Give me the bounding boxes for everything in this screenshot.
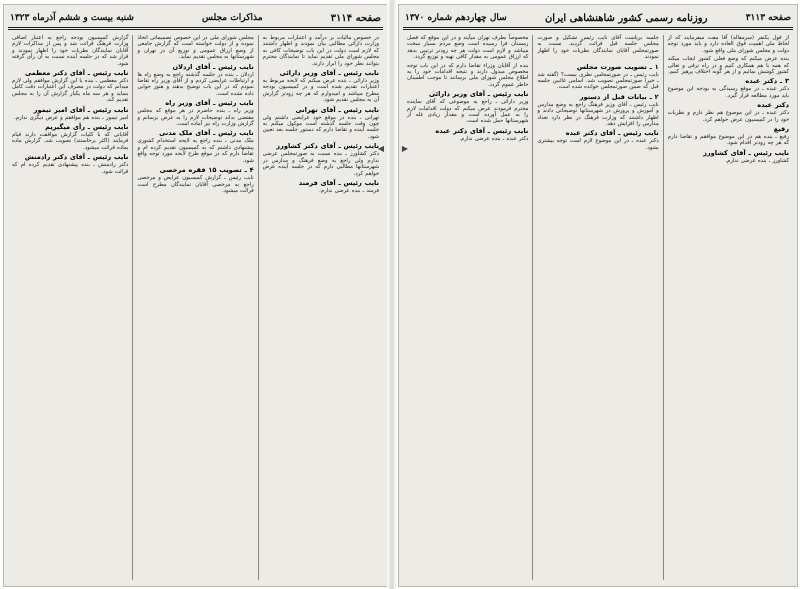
- page-number: صفحه ۳۱۱۳: [745, 13, 791, 23]
- paragraph: نایب رئیس ـ گزارش کمیسیون عرایض و مرخصی راجع به مرخصی آقایان نمایندگان مطرح است قرائت میشود.: [137, 175, 254, 194]
- paragraph: نایب رئیس ـ در صورتمجلس نظری نیست؟ (گفته شد ـ خیر) صورتمجلس تصویب شد. اسامی غائبین جلسه قبل که ضمن صورتمجلس خوانده شده است.: [537, 71, 659, 91]
- paragraph: رفیع ـ بنده هم در این موضوع موافقم و تقاضا دارم که هر چه زودتر اقدام شود.: [667, 134, 789, 147]
- speaker-heading: نایب رئیس ـ آقای اردلان: [172, 62, 254, 71]
- speaker-heading: نایب رئیس ـ آقای دکتر عبده: [565, 129, 659, 138]
- left-column-2: [132, 35, 257, 580]
- paragraph: دکتر عبده ـ در موقع رسیدگی به بودجه این موضوع باید مورد مطالعه قرار گیرد.: [667, 86, 789, 99]
- speaker-heading: نایب رئیس ـ آقای دکتر عبده: [435, 126, 529, 135]
- header-rule: [403, 27, 793, 28]
- paragraph: بنده از آقایان وزراء تقاضا دارم که در این باب توجه مخصوص مبذول دارند و نتیجه اقدامات خود را به اطلاع مجلس شورای ملی برسانند تا موجب اطمینان خاطر عموم گردد.: [407, 62, 529, 88]
- paragraph: دکتر کشاورز ـ بنده نسبت به صورتمجلس عرضی ندارم ولی راجع به وضع فرهنگ و مدارس در شهرستانها مطالبی دارم که در جلسه آینده عرض خواهم کرد.: [262, 151, 379, 177]
- speaker-heading: نایب رئیس ـ رأی میگیریم: [45, 123, 129, 132]
- page-gutter: [387, 0, 397, 589]
- paragraph: کشاورز ـ بنده عرضی ندارم.: [725, 157, 789, 164]
- paragraph: وزیر دارائی ـ راجع به موضوعی که آقای نماینده محترم فرمودند عرض میکنم که دولت اقدامات لازم را به عمل آورده است و مقدار زیادی غله از شهرستانها حمل شده است.: [407, 99, 529, 125]
- left-page-columns: [8, 35, 383, 580]
- speaker-heading: ۲ ـ بیانات قبل از دستور: [579, 92, 659, 101]
- section-title: مذاکرات مجلس: [202, 13, 263, 23]
- speaker-heading: نایب رئیس ـ آقای دکتر رادمنش: [24, 153, 129, 162]
- left-column-3: [8, 35, 132, 580]
- paragraph: آقایانی که با کلیات گزارش موافقت دارند قیام فرمایند (اکثر برخاستند) تصویب شد. گزارش ماده بماده قرائت میشود.: [12, 132, 129, 151]
- speaker-heading: نایب رئیس ـ آقای کشاورز: [703, 148, 789, 157]
- speaker-heading: ۱ ـ تصویب صورت مجلس: [576, 62, 659, 71]
- issue-date: سال چهاردهم شماره ۱۳۷۰: [405, 13, 507, 23]
- paragraph: فرمند ـ بنده عرضی ندارم.: [319, 187, 379, 194]
- paragraph: نایب رئیس ـ آقای وزیر فرهنگ راجع به وضع مدارس و آموزش و پرورش در شهرستانها توضیحاتی دادند و اظهار داشتند که وزارت فرهنگ در نظر دارد تعداد مدارس را افزایش دهد.: [537, 101, 659, 128]
- issue-date: شنبه بیست و ششم آذرماه ۱۳۲۳: [10, 13, 134, 23]
- binding-arrow-icon: ▶: [401, 144, 409, 153]
- left-page-header: [10, 9, 381, 27]
- paragraph: در خصوص مالیات بر درآمد و اعتبارات مربوط به وزارت دارائی مطالبی بیان نمودند و اظهار داشتند که لازم است دولت در این باب توضیحات کافی به مجلس شورای ملی تقدیم نماید تا نمایندگان محترم بتوانند نظر خود را ابراز دارند.: [262, 35, 379, 67]
- paragraph: از قول یکنفر (سرمقاله) آقا مفت میفرمایند که از لحاظ ملی اهمیت فوق العاده دارد و باید مورد توجه دولت و مجلس شورای ملی واقع شود.: [667, 35, 789, 54]
- paragraph: گزارش کمیسیون بودجه راجع به اعتبار اضافی وزارت فرهنگ قرائت شد و پس از مذاکرات لازم آقایان نمایندگان نظریات خود را اظهار نمودند و قرار شد که در جلسه آینده نسبت به آن رأی گرفته شود.: [12, 35, 129, 67]
- speaker-heading: ۴ ـ تصویب ۱۵ فقره مرخصی: [159, 166, 254, 175]
- paragraph: مجلس شورای ملی در این خصوص تصمیماتی اتخاذ نموده و از دولت خواسته است که گزارش جامعی از وضع ارزاق عمومی و توزیع آن در تهران و شهرستانها به مجلس تقدیم نماید.: [137, 35, 254, 61]
- newspaper-title: روزنامه رسمی کشور شاهنشاهی ایران: [544, 12, 708, 24]
- paragraph: جلسه بریاست آقای نایب رئیس تشکیل و صورت مجلس جلسه قبل قرائت گردید. نسبت به صورتمجلس آقایان نمایندگان نظریات خود را اظهار نمودند.: [537, 35, 659, 61]
- paragraph: اردلان ـ بنده در جلسه گذشته راجع به وضع راه ها و ارتباطات عرایضی کردم و از آقای وزیر راه تقاضا نمودم که در این باب توضیح بدهند و هنوز جوابی داده نشده است.: [137, 71, 254, 97]
- paragraph: بنده عرض میکنم که وضع فعلی کشور ایجاب میکند که همه با هم همکاری کنیم و در راه ترقی و تعالی کشور کوشش نمائیم و از هر گونه اختلاف پرهیز کنیم.: [667, 56, 789, 76]
- paragraph: دکتر معظمی ـ بنده با این گزارش موافقم ولی لازم میدانم که دولت در مصرف این اعتبارات دقت کامل بنماید و هر سه ماه یکبار گزارش آن را به مجلس تقدیم کند.: [12, 78, 129, 104]
- left-page: [3, 4, 388, 587]
- speaker-heading: ۳ ـ دکتر عبده: [745, 77, 789, 86]
- speaker-heading: نایب رئیس ـ آقای دکتر کشاورز: [276, 142, 379, 151]
- speaker-heading: نایب رئیس ـ آقای وزیر دارائی: [279, 69, 379, 78]
- speaker-heading: نایب رئیس ـ آقای ملک مدنی: [159, 129, 254, 138]
- page-number: صفحه ۳۱۱۴: [330, 12, 381, 24]
- paragraph: مخصوصاً بطرف تهران میآیند و در این موقع که فصل زمستان فرا رسیده است وضع مردم بسیار سخت میباشد و لازم است دولت هر چه زودتر ترتیبی بدهد که ارزاق عمومی به مقدار کافی تهیه و توزیع گردد.: [407, 35, 529, 61]
- speaker-heading: نایب رئیس ـ آقای دکتر معظمی: [24, 69, 129, 78]
- binding-arrow-icon: ◀: [377, 144, 385, 153]
- paragraph: ملک مدنی ـ بنده راجع به لایحه استخدام کشوری پیشنهادی داشتم که به کمیسیون تقدیم کرده ام و تقاضا دارم که در موقع طرح لایحه مورد توجه واقع شود.: [137, 138, 254, 164]
- right-column-3: [403, 35, 532, 580]
- paragraph: وزیر راه ـ بنده حاضرم در هر موقع که مجلس مقتضی بداند توضیحات لازم را به عرض برسانم و گزارش وزارت راه نیز آماده است.: [137, 108, 254, 128]
- speaker-heading: نایب رئیس ـ آقای وزیر دارائی: [429, 90, 529, 99]
- paragraph: امیر تیمور ـ بنده هم موافقم و عرض دیگری ندارم.: [14, 114, 129, 121]
- speaker-heading: نایب رئیس ـ آقای وزیر راه: [165, 99, 254, 108]
- paragraph: دکتر عبده ـ در این موضوع هم نظر دارم و نظریات خود را در کمیسیون عرض خواهم کرد.: [667, 110, 789, 123]
- paragraph: دکتر رادمنش ـ بنده پیشنهادی تقدیم کرده ام که قرائت شود.: [12, 162, 129, 175]
- right-column-1: [663, 35, 793, 580]
- right-page-columns: [403, 35, 793, 580]
- speaker-heading: نایب رئیس ـ آقای امیر تیمور: [33, 105, 129, 114]
- speaker-heading: رفیع: [773, 125, 789, 134]
- right-column-2: [532, 35, 662, 580]
- paragraph: دکتر عبده ـ بنده عرضی ندارم.: [459, 135, 529, 142]
- speaker-heading: نایب رئیس ـ آقای تهرانی: [295, 105, 379, 114]
- speaker-heading: نایب رئیس ـ آقای فرمند: [298, 178, 379, 187]
- paragraph: تهرانی ـ بنده در موقع خود عرایضی داشتم ولی چون وقت جلسه گذشته است موکول میکنم به جلسه آینده و تقاضا دارم که دستور جلسه بعد تعیین شود.: [262, 114, 379, 140]
- speaker-heading: دکتر عبده: [757, 101, 789, 110]
- right-page-header: [405, 9, 791, 27]
- paragraph: دکتر عبده ـ در این موضوع لازم است توجه بیشتری بشود.: [537, 138, 659, 151]
- header-rule: [8, 27, 383, 28]
- left-column-1: [258, 35, 383, 580]
- right-page: [398, 4, 798, 587]
- paragraph: وزیر دارائی ـ بنده عرض میکنم که لایحه مربوط به اعتبارات تقدیم شده است و در کمیسیون بودجه مطرح میباشد و امیدوارم که هر چه زودتر گزارش آن به مجلس تقدیم شود.: [262, 78, 379, 104]
- header-rule: [8, 29, 383, 30]
- header-rule: [403, 29, 793, 30]
